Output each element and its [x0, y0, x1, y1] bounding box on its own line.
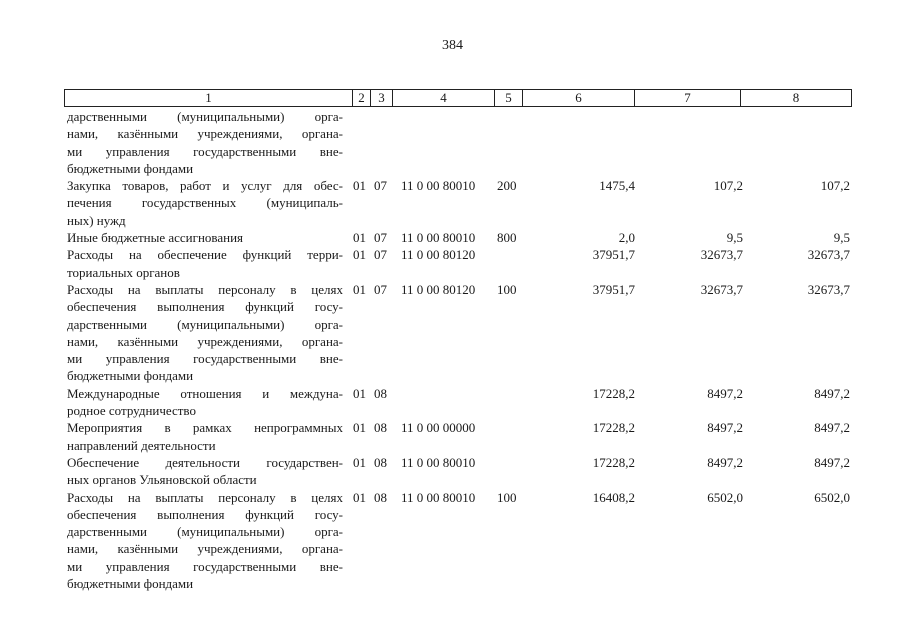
table-row [0, 281, 905, 385]
row-subsection-code: 07 [374, 230, 387, 246]
row-value-col8: 9,5 [833, 230, 850, 246]
row-value-col8: 8497,2 [814, 454, 850, 470]
row-description [67, 454, 343, 489]
row-value-col8: 32673,7 [807, 247, 850, 263]
description-line: бюджетными фондами [67, 576, 194, 592]
table-row [0, 108, 905, 177]
description-line: Закупка товаров, работ и услуг для обес- [67, 178, 343, 194]
description-line: направлений деятельности [67, 437, 216, 453]
row-value-col6: 17228,2 [592, 420, 635, 436]
description-line: обеспечения выполнения функций госу- [67, 299, 343, 315]
row-section-code: 01 [353, 454, 366, 470]
table-row [0, 419, 905, 454]
row-description [67, 281, 343, 385]
row-description [67, 419, 343, 454]
description-line: Расходы на обеспечение функций терри- [67, 247, 343, 263]
row-value-col8: 107,2 [820, 178, 850, 194]
row-value-col7: 8497,2 [707, 420, 743, 436]
row-value-col8: 8497,2 [814, 385, 850, 401]
description-line: родное сотрудничество [67, 403, 196, 419]
row-value-col7: 32673,7 [700, 247, 743, 263]
description-line: печения государственных (муниципаль- [67, 195, 343, 211]
row-section-code: 01 [353, 247, 366, 263]
description-line: дарственными (муниципальными) орга- [67, 316, 343, 332]
row-value-col6: 17228,2 [592, 454, 635, 470]
description-line: обеспечения выполнения функций госу- [67, 506, 343, 522]
row-value-col8: 32673,7 [807, 281, 850, 297]
table-row [0, 177, 905, 229]
description-line: Иные бюджетные ассигнования [67, 230, 244, 246]
row-section-code: 01 [353, 230, 366, 246]
row-target-article: 11 0 00 80010 [401, 489, 476, 505]
description-line: Мероприятия в рамках непрограммных [67, 420, 343, 436]
table-row [0, 454, 905, 489]
row-value-col6: 37951,7 [592, 281, 635, 297]
row-description [67, 246, 343, 281]
header-col-3: 3 [371, 90, 393, 106]
row-subsection-code: 08 [374, 454, 387, 470]
row-subsection-code: 07 [374, 247, 387, 263]
description-line: ториальных органов [67, 264, 180, 280]
header-col-7: 7 [635, 90, 741, 106]
description-line: Расходы на выплаты персоналу в целях [67, 489, 343, 505]
description-line: бюджетными фондами [67, 368, 194, 384]
row-expense-type: 800 [497, 230, 517, 246]
header-col-5: 5 [495, 90, 523, 106]
description-line: дарственными (муниципальными) орга- [67, 524, 343, 540]
row-value-col7: 32673,7 [700, 281, 743, 297]
row-value-col7: 8497,2 [707, 385, 743, 401]
row-value-col6: 16408,2 [592, 489, 635, 505]
row-description [67, 489, 343, 593]
description-line: ми управления государственными вне- [67, 558, 343, 574]
description-line: дарственными (муниципальными) орга- [67, 109, 343, 124]
description-line: нами, казёнными учреждениями, органа- [67, 541, 343, 557]
header-col-6: 6 [523, 90, 635, 106]
row-target-article: 11 0 00 80120 [401, 247, 476, 263]
row-subsection-code: 07 [374, 281, 387, 297]
row-value-col7: 107,2 [713, 178, 743, 194]
description-line: Обеспечение деятельности государствен- [67, 454, 343, 470]
description-line: ми управления государственными вне- [67, 143, 343, 159]
row-expense-type: 100 [497, 281, 517, 297]
row-description [67, 108, 343, 177]
header-col-1: 1 [65, 90, 353, 106]
table-row [0, 385, 905, 420]
description-line: бюджетными фондами [67, 160, 194, 176]
row-subsection-code: 07 [374, 178, 387, 194]
row-value-col7: 9,5 [726, 230, 743, 246]
row-subsection-code: 08 [374, 420, 387, 436]
row-target-article: 11 0 00 80120 [401, 281, 476, 297]
description-line: Международные отношения и междуна- [67, 385, 343, 401]
page-number: 384 [442, 38, 463, 53]
row-target-article: 11 0 00 80010 [401, 230, 476, 246]
row-value-col7: 6502,0 [707, 489, 743, 505]
table-header [64, 89, 852, 107]
row-section-code: 01 [353, 489, 366, 505]
header-col-8: 8 [792, 90, 800, 105]
row-expense-type: 100 [497, 489, 517, 505]
header-col-2: 2 [353, 90, 371, 106]
row-value-col6: 1475,4 [599, 178, 635, 194]
row-section-code: 01 [353, 178, 366, 194]
row-section-code: 01 [353, 420, 366, 436]
table-row [0, 229, 905, 246]
row-target-article: 11 0 00 80010 [401, 454, 476, 470]
row-value-col8: 6502,0 [814, 489, 850, 505]
description-line: ных) нужд [67, 212, 126, 228]
row-section-code: 01 [353, 385, 366, 401]
row-description [67, 177, 343, 229]
header-col-4: 4 [393, 90, 495, 106]
row-value-col6: 2,0 [618, 230, 635, 246]
row-expense-type: 200 [497, 178, 517, 194]
row-value-col8: 8497,2 [814, 420, 850, 436]
description-line: ных органов Ульяновской области [67, 472, 257, 488]
table-row [0, 246, 905, 281]
description-line: нами, казёнными учреждениями, органа- [67, 126, 343, 142]
row-description [67, 229, 343, 246]
row-subsection-code: 08 [374, 489, 387, 505]
row-description [67, 385, 343, 420]
description-line: нами, казёнными учреждениями, органа- [67, 333, 343, 349]
table-row [0, 489, 905, 593]
row-target-article: 11 0 00 00000 [401, 420, 476, 436]
description-line: Расходы на выплаты персоналу в целях [67, 281, 343, 297]
row-value-col6: 37951,7 [592, 247, 635, 263]
row-value-col7: 8497,2 [707, 454, 743, 470]
row-value-col6: 17228,2 [592, 385, 635, 401]
table-body [0, 108, 905, 592]
row-target-article: 11 0 00 80010 [401, 178, 476, 194]
row-subsection-code: 08 [374, 385, 387, 401]
description-line: ми управления государственными вне- [67, 351, 343, 367]
row-section-code: 01 [353, 281, 366, 297]
